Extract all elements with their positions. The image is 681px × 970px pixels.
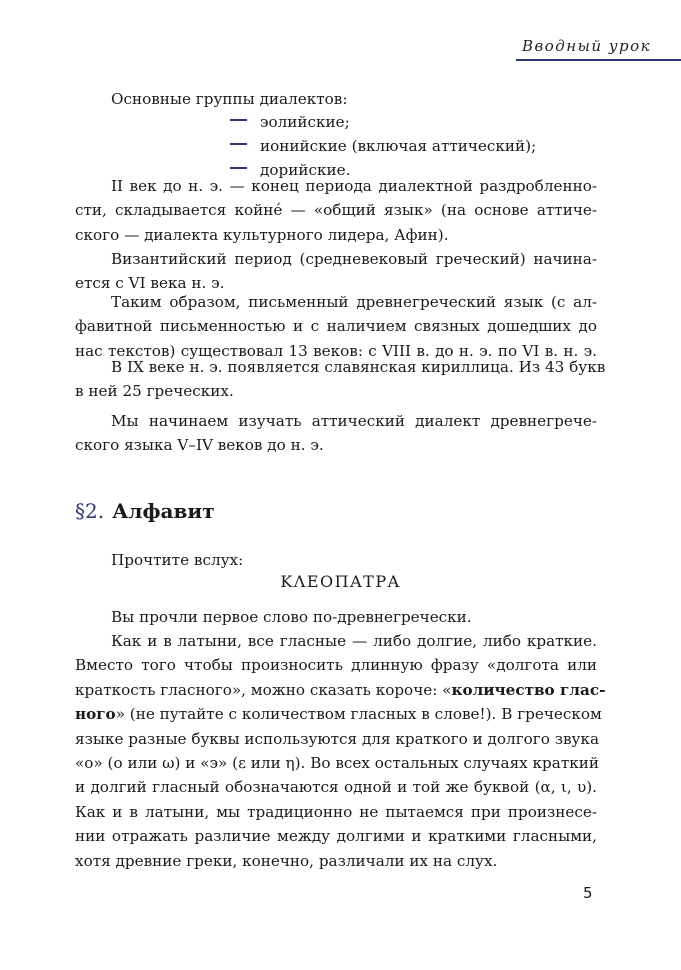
dialects-intro: Основные группы диалектов: [111, 90, 348, 108]
paragraph-koine: II век до н. э. — конец периода диалектной раздробленно- сти, складывается койне́ — «общий язык» (на основе аттиче- ского — диалекта культурного лидера, Афин). [75, 177, 597, 244]
dialect-item: эолийские; [230, 110, 350, 134]
header-rule [516, 59, 681, 61]
dash-bullet-icon [230, 143, 247, 145]
bold-term: количество глас- [451, 680, 606, 699]
section-heading [75, 499, 215, 523]
running-header-title: Вводный урок [522, 37, 652, 55]
section-title: Алфавит [112, 499, 215, 523]
paragraph-cyrillic: В IX веке н. э. появляется славянская кириллица. Из 43 букв в ней 25 греческих. [75, 358, 606, 401]
paragraph-first-word: Вы прочли первое слово по-древнегречески. [111, 608, 472, 626]
bold-term: ного [75, 705, 116, 724]
paragraph-byzantine: Византийский период (средневековый греческий) начина- ется с VI века н. э. [75, 250, 597, 293]
dash-bullet-icon [230, 119, 247, 121]
page-number: 5 [583, 884, 593, 902]
greek-word: ΚΛΕΟΠΑΤΡΑ [280, 572, 401, 591]
paragraph-vowel-quantity: Как и в латыни, все гласные — либо долгие, либо краткие. Вместо того чтобы произносить длинную фразу «долгота или краткость гласного», можно сказать короче: «количество глас- ного» (не путайте с количеством гласных в слове!). В греческом языке разные буквы используются для краткого и долгого звука «о» (ο или ω) и «э» (ε или η). Во всех остальных случаях краткий и долгий гласный обозначаются одной и той же буквой (α, ι, υ). Как и в латыни, мы традиционно не пытаемся при произнесе- нии отражать различие между долгими и краткими гласными, хотя древние греки, конечно, различали их на слух. [75, 632, 606, 870]
dialect-item: дорийские. [230, 158, 350, 182]
paragraph-attic: Мы начинаем изучать аттический диалект древнегрече- ского языка V–IV веков до н. э. [75, 412, 597, 455]
dialect-item: ионийские (включая аттический); [230, 134, 536, 158]
section-number: §2. [75, 499, 105, 523]
paragraph-summary: Таким образом, письменный древнегреческий язык (с ал- фавитной письменностью и с наличием связных дошедших до нас текстов) существовал 13 веков: с VIII в. до н. э. по VI в. н. э. [75, 293, 597, 360]
dash-bullet-icon [230, 167, 247, 169]
read-aloud-prompt: Прочтите вслух: [111, 551, 244, 569]
